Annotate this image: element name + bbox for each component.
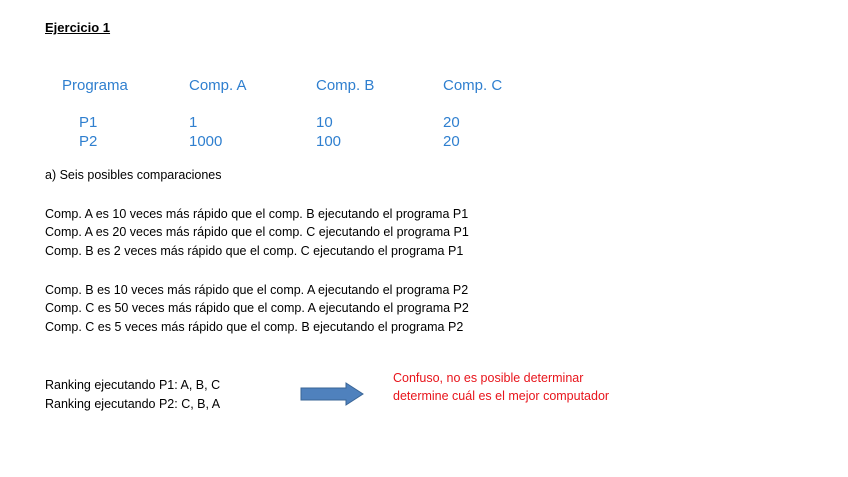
right-arrow-icon <box>300 382 364 406</box>
comparison-line: Comp. A es 20 veces más rápido que el comp. C ejecutando el programa P1 <box>45 225 469 239</box>
table-cell: 100 <box>316 133 342 150</box>
table-cell: 20 <box>443 114 460 131</box>
table-cell: 1 <box>189 114 198 131</box>
comparison-line: Comp. B es 2 veces más rápido que el comp. C ejecutando el programa P1 <box>45 244 464 258</box>
header-comp-a: Comp. A <box>189 77 247 94</box>
table-cell-program: P2 <box>79 133 98 150</box>
comparison-line: Comp. C es 5 veces más rápido que el comp. B ejecutando el programa P2 <box>45 320 464 334</box>
table-cell-program: P1 <box>79 114 98 131</box>
table-cell: 10 <box>316 114 333 131</box>
exercise-title: Ejercicio 1 <box>45 20 111 35</box>
ranking-line: Ranking ejecutando P2: C, B, A <box>45 397 221 411</box>
comparison-line: Comp. B es 10 veces más rápido que el comp. A ejecutando el programa P2 <box>45 283 469 297</box>
conclusion-line: determine cuál es el mejor computador <box>393 389 610 403</box>
table-cell: 20 <box>443 133 460 150</box>
section-heading: a) Seis posibles comparaciones <box>45 168 222 182</box>
header-comp-c: Comp. C <box>443 77 503 94</box>
conclusion-line: Confuso, no es posible determinar <box>393 371 584 385</box>
comparison-line: Comp. C es 50 veces más rápido que el comp. A ejecutando el programa P2 <box>45 301 469 315</box>
header-programa: Programa <box>62 77 128 94</box>
comparison-line: Comp. A es 10 veces más rápido que el comp. B ejecutando el programa P1 <box>45 207 469 221</box>
header-comp-b: Comp. B <box>316 77 375 94</box>
table-cell: 1000 <box>189 133 223 150</box>
ranking-line: Ranking ejecutando P1: A, B, C <box>45 378 221 392</box>
